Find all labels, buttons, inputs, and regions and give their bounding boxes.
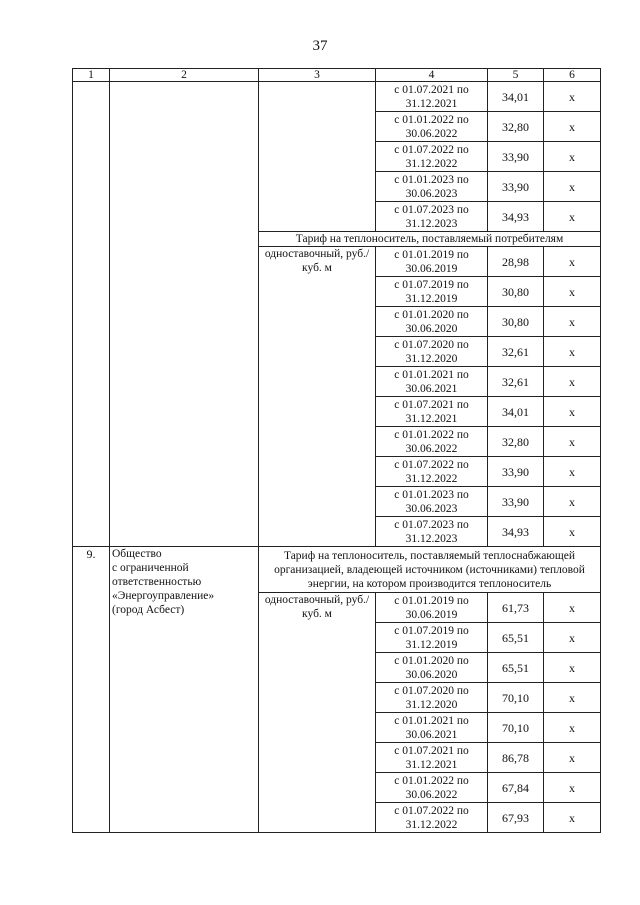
row-number: 9. [73,547,110,833]
x-marker-cell: x [544,623,601,653]
x-marker-cell: x [544,367,601,397]
period-cell: с 01.01.2019 по 30.06.2019 [376,593,488,623]
tariff-value-cell: 32,80 [488,427,544,457]
tariff-value-cell: 33,90 [488,487,544,517]
period-cell: с 01.01.2023 по 30.06.2023 [376,172,488,202]
x-marker-cell: x [544,427,601,457]
tariff-value-cell: 70,10 [488,683,544,713]
tariff-value-cell: 33,90 [488,172,544,202]
x-marker-cell: x [544,82,601,112]
x-marker-cell: x [544,487,601,517]
tariff-value-cell: 34,01 [488,397,544,427]
tariff-table-body [73,69,601,833]
period-cell: с 01.07.2023 по 31.12.2023 [376,202,488,232]
x-marker-cell: x [544,247,601,277]
x-marker-cell: x [544,172,601,202]
x-marker-cell: x [544,593,601,623]
x-marker-cell: x [544,803,601,833]
period-cell: с 01.07.2022 по 31.12.2022 [376,457,488,487]
period-cell: с 01.01.2020 по 30.06.2020 [376,653,488,683]
tariff-value-cell: 28,98 [488,247,544,277]
tariff-value-cell: 67,84 [488,773,544,803]
column-header: 3 [259,69,376,82]
organization-name-line: ответственностью [112,576,202,588]
column-header: 5 [488,69,544,82]
organization-cell [110,82,259,547]
organization-header-row [73,547,601,593]
period-cell: с 01.07.2019 по 31.12.2019 [376,277,488,307]
tariff-value-cell: 65,51 [488,653,544,683]
tariff-value-cell: 30,80 [488,307,544,337]
period-cell: с 01.07.2020 по 31.12.2020 [376,337,488,367]
period-cell: с 01.07.2021 по 31.12.2021 [376,397,488,427]
column-header: 6 [544,69,601,82]
tariff-value-cell: 30,80 [488,277,544,307]
tariff-value-cell: 67,93 [488,803,544,833]
x-marker-cell: x [544,653,601,683]
column-header: 1 [73,69,110,82]
column-number-row [73,69,601,82]
organization-name-line: с ограниченной [112,562,189,574]
period-cell: с 01.07.2020 по 31.12.2020 [376,683,488,713]
tariff-value-cell: 33,90 [488,457,544,487]
period-cell: с 01.01.2022 по 30.06.2022 [376,427,488,457]
tariff-value-cell: 34,93 [488,517,544,547]
x-marker-cell: x [544,517,601,547]
section-header: Тариф на теплоноситель, поставляемый теплоснабжающей организацией, владеющей источником (источниками) тепловой энергии, на котором производится теплоноситель [259,547,601,593]
tariff-value-cell: 65,51 [488,623,544,653]
page-number: 37 [312,38,328,54]
column-header: 2 [110,69,259,82]
period-cell: с 01.07.2021 по 31.12.2021 [376,743,488,773]
rate-type-cell: одноставочный, руб./куб. м [259,593,376,833]
x-marker-cell: x [544,397,601,427]
tariff-table [72,68,601,833]
x-marker-cell: x [544,337,601,367]
table-row [73,82,601,112]
period-cell: с 01.01.2022 по 30.06.2022 [376,112,488,142]
x-marker-cell: x [544,683,601,713]
organization-name-line: Общество [112,548,162,560]
organization-name-line: «Энергоуправление» [112,590,215,602]
tariff-value-cell: 34,93 [488,202,544,232]
organization-name [110,547,259,833]
x-marker-cell: x [544,773,601,803]
organization-name-line: (город Асбест) [112,604,185,616]
tariff-value-cell: 33,90 [488,142,544,172]
period-cell: с 01.01.2021 по 30.06.2021 [376,713,488,743]
x-marker-cell: x [544,112,601,142]
rate-type-cell: одноставочный, руб./куб. м [259,247,376,547]
period-cell: с 01.07.2023 по 31.12.2023 [376,517,488,547]
x-marker-cell: x [544,713,601,743]
period-cell: с 01.07.2022 по 31.12.2022 [376,803,488,833]
x-marker-cell: x [544,202,601,232]
x-marker-cell: x [544,142,601,172]
period-cell: с 01.01.2023 по 30.06.2023 [376,487,488,517]
tariff-value-cell: 86,78 [488,743,544,773]
x-marker-cell: x [544,457,601,487]
tariff-value-cell: 32,80 [488,112,544,142]
period-cell: с 01.01.2020 по 30.06.2020 [376,307,488,337]
x-marker-cell: x [544,277,601,307]
tariff-value-cell: 32,61 [488,337,544,367]
section-header: Тариф на теплоноситель, поставляемый потребителям [259,232,601,247]
tariff-value-cell: 32,61 [488,367,544,397]
tariff-value-cell: 70,10 [488,713,544,743]
tariff-value-cell: 61,73 [488,593,544,623]
number-cell [73,82,110,547]
period-cell: с 01.01.2022 по 30.06.2022 [376,773,488,803]
period-cell: с 01.07.2019 по 31.12.2019 [376,623,488,653]
x-marker-cell: x [544,743,601,773]
x-marker-cell: x [544,307,601,337]
column-header: 4 [376,69,488,82]
period-cell: с 01.01.2021 по 30.06.2021 [376,367,488,397]
period-cell: с 01.01.2019 по 30.06.2019 [376,247,488,277]
rate-type-cell [259,82,376,232]
period-cell: с 01.07.2022 по 31.12.2022 [376,142,488,172]
period-cell: с 01.07.2021 по 31.12.2021 [376,82,488,112]
tariff-value-cell: 34,01 [488,82,544,112]
